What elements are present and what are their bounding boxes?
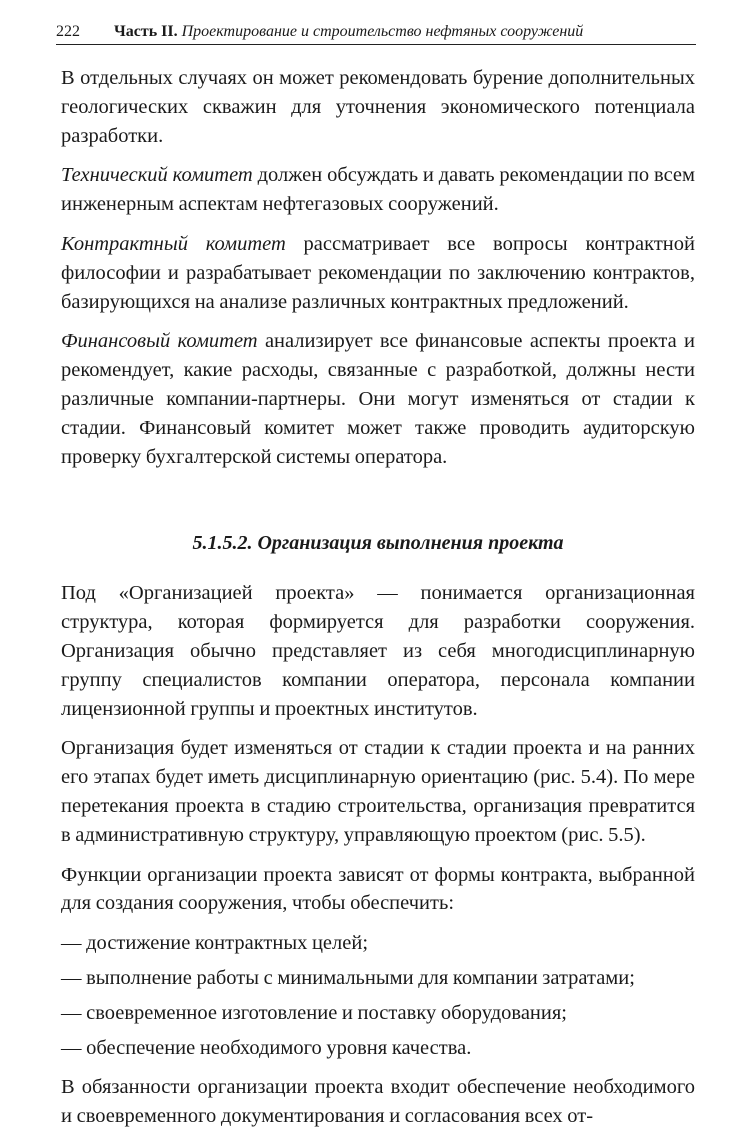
list-item: — своевременное изготовление и поставку оборудования;	[61, 1001, 567, 1024]
paragraph: Организация будет изменяться от стадии к стадии проекта и на ранних его этапах будет иметь дисциплинарную ориентацию (рис. 5.4). По мере перетекания проекта в стадию строительства, организация превратится в административную структуру, управляющую проектом (рис. 5.5).	[61, 737, 695, 846]
paragraph-text: должен обсуждать и давать рекомендации по всем инженерным аспектам нефтегазовых сооружений.	[61, 164, 695, 216]
section-heading: 5.1.5.2. Организация выполнения проекта	[192, 532, 564, 555]
list-item: — выполнение работы с минимальными для компании затратами;	[61, 966, 635, 989]
paragraph: В отдельных случаях он может рекомендовать бурение дополнительных геологических скважин для уточнения экономического потенциала разработки.	[61, 67, 695, 147]
paragraph-technical-committee	[61, 161, 695, 219]
paragraph-text: рассматривает все вопросы контрактной философии и разрабатывает рекомендации по заключению контрактов, базирующихся на анализе различных контрактных предложений.	[61, 232, 695, 313]
paragraph-text: анализирует все финансовые аспекты проекта и рекомендует, какие расходы, связанные с разработкой, должны нести различные компании-партнеры. Они могут изменяться от стадии к стадии. Финансовый комитет может также проводить аудиторскую проверку бухгалтерской системы оператора.	[61, 330, 695, 468]
page-number: 222	[56, 23, 80, 40]
paragraph: Функции организации проекта зависят от формы контракта, выбранной для создания сооружения, чтобы обеспечить:	[61, 863, 695, 915]
paragraph: Под «Организацией проекта» — понимается организационная структура, которая формируется для разработки сооружения. Организация обычно представляет из себя многодисциплинарную группу специалистов компании оператора, персонала компании лицензионной группы и проектных институтов.	[61, 582, 695, 720]
paragraph-contract-committee	[61, 230, 695, 316]
body-text	[61, 64, 695, 1131]
part-title: Проектирование и строительство нефтяных сооружений	[181, 23, 584, 40]
paragraph: В обязанности организации проекта входит обеспечение необходимого и своевременного документирования и согласования всех от-	[61, 1076, 695, 1128]
paragraph-finance-committee	[61, 327, 695, 471]
running-header	[56, 22, 696, 45]
list-item: — обеспечение необходимого уровня качества.	[61, 1036, 472, 1059]
term-contract-committee: Контрактный комитет	[61, 232, 286, 255]
list-item: — достижение контрактных целей;	[61, 932, 369, 955]
term-technical-committee: Технический комитет	[61, 164, 253, 187]
part-label: Часть II.	[114, 23, 178, 40]
term-finance-committee: Финансовый комитет	[61, 330, 258, 353]
